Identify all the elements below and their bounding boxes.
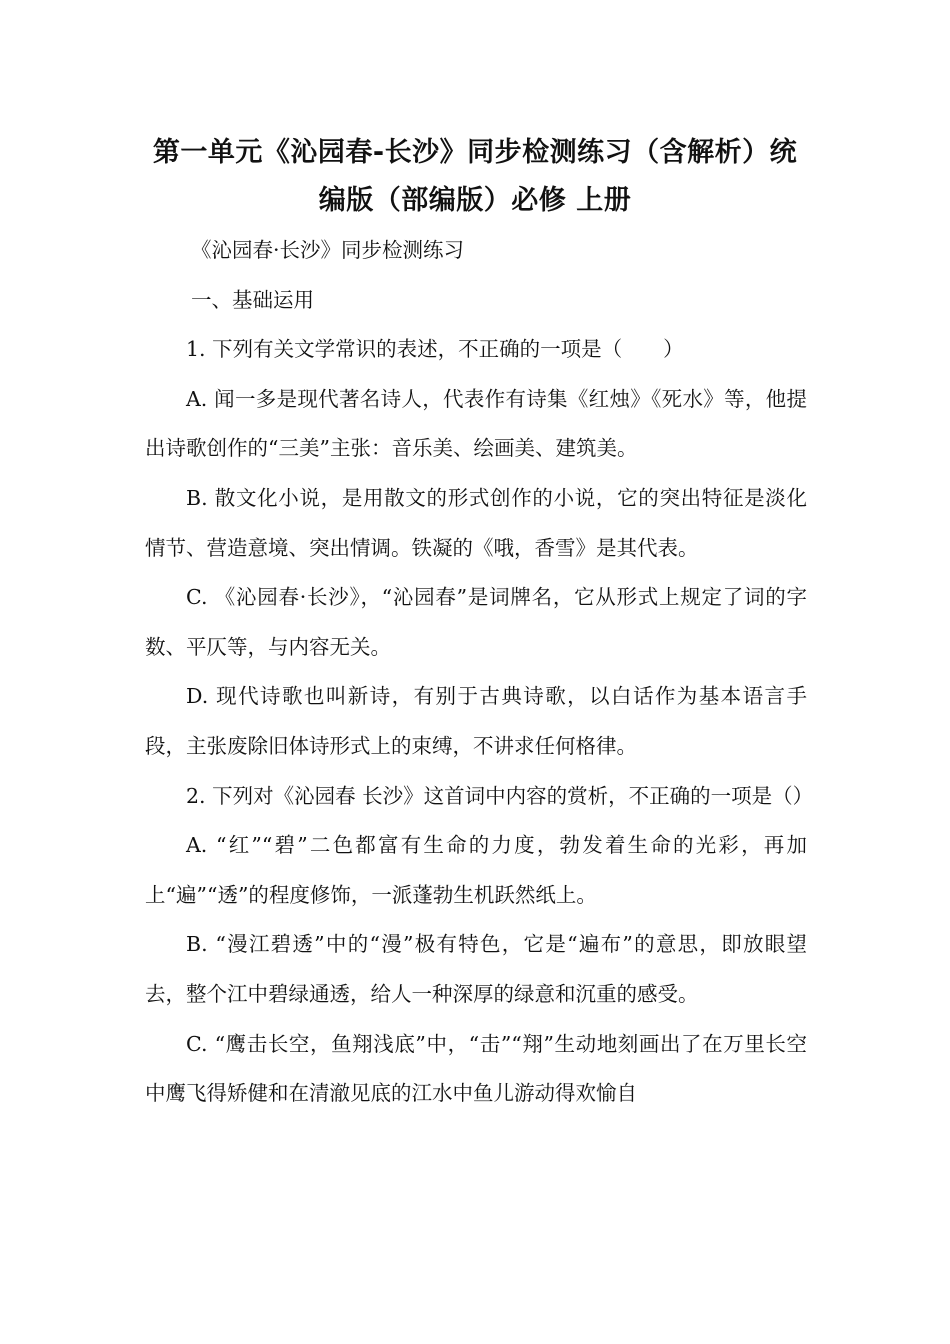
document-title-line-1: 第一单元《沁园春-长沙》同步检测练习（含解析）统 (152, 137, 798, 168)
question-2-option-a: A. “红”“碧”二色都富有生命的力度，勃发着生命的光彩，再加上“遍”“透”的程度修饰，一派蓬勃生机跃然纸上。 (145, 833, 807, 907)
question-1-option-a: A. 闻一多是现代著名诗人，代表作有诗集《红烛》《死水》等，他提出诗歌创作的“三美”主张：音乐美、绘画美、建筑美。 (145, 386, 807, 461)
section-heading: 一、基础运用 (191, 287, 314, 312)
question-1-stem: 1. 下列有关文学常识的表述，不正确的一项是（ ） (186, 337, 684, 362)
subtitle: 《沁园春·长沙》同步检测练习 (191, 238, 465, 262)
document-body (145, 226, 814, 1119)
document-title-line-2: 编版（部编版）必修 上册 (318, 185, 632, 216)
question-2-option-c: C. “鹰击长空，鱼翔浅底”中，“击”“翔”生动地刻画出了在万里长空中鹰飞得矫健和在清澈见底的江水中鱼儿游动得欢愉自 (145, 1031, 807, 1106)
question-1-option-d: D. 现代诗歌也叫新诗，有别于古典诗歌，以白话作为基本语言手段，主张废除旧体诗形式上的束缚，不讲求任何格律。 (145, 684, 807, 758)
question-2-option-b: B. “漫江碧透”中的“漫”极有特色，它是“遍布”的意思，即放眼望去，整个江中碧绿通透，给人一种深厚的绿意和沉重的感受。 (145, 932, 807, 1006)
question-1-option-c: C. 《沁园春·长沙》，“沁园春”是词牌名，它从形式上规定了词的字数、平仄等，与内容无关。 (145, 585, 807, 659)
question-1-option-b: B. 散文化小说，是用散文的形式创作的小说，它的突出特征是淡化情节、营造意境、突出情调。铁凝的《哦，香雪》是其代表。 (145, 485, 807, 560)
question-2-stem: 2. 下列对《沁园春 长沙》这首词中内容的赏析，不正确的一项是（） (186, 783, 814, 808)
